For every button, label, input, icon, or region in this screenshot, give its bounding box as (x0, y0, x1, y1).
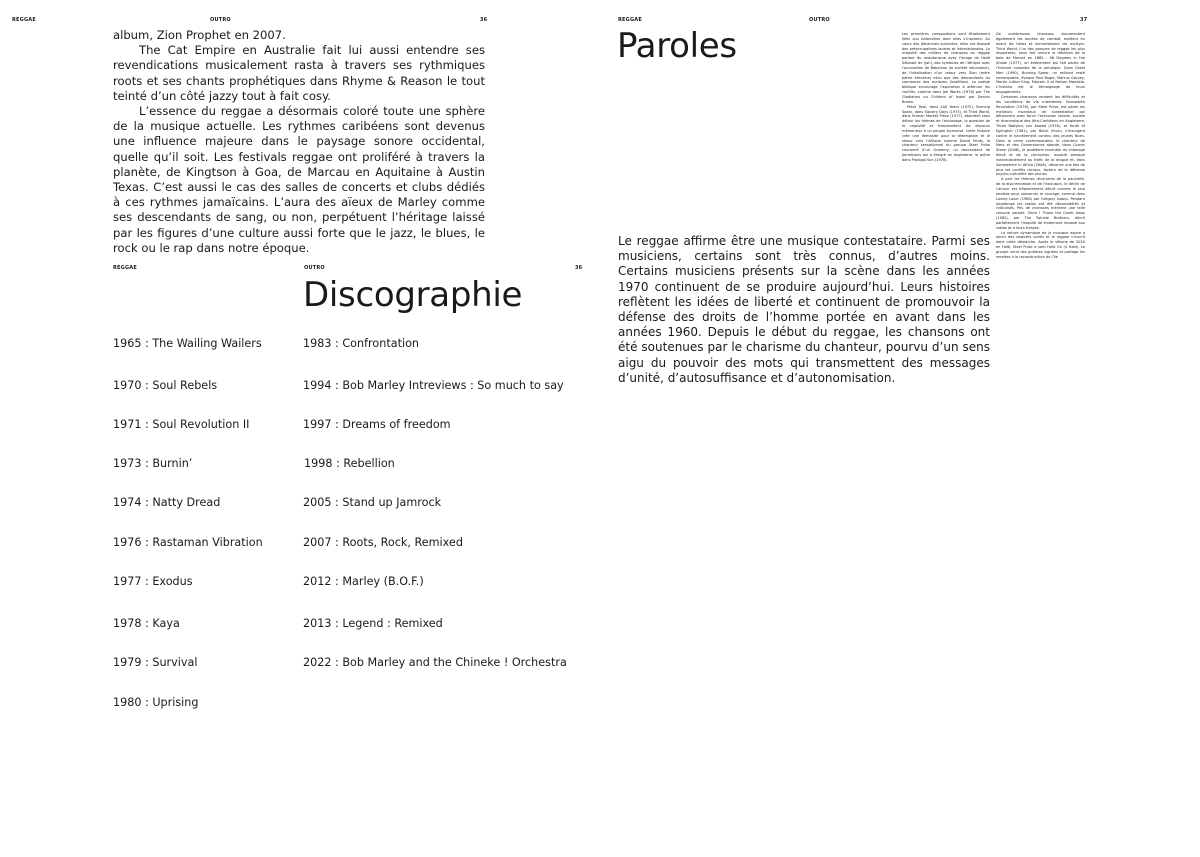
paragraph: album, Zion Prophet en 2007. (113, 28, 286, 42)
page-number: 37 (1080, 17, 1088, 23)
list-item: 1983 : Confrontation (303, 337, 419, 350)
paragraph: The Cat Empire en Australie fait lui aussi entendre ses revendications musicalement rasta à travers ses rythmiques roots et ses chants prophétiques dans Rhyme & Reason le tout teinté d’un côté jazzy tout à fait cosy. (113, 43, 485, 103)
paragraph: Certaines chansons rendent les difficultés et les conditions de vie misérables. Hansworth Revolution (1978), par Steel Pulse, est parmi les meilleurs morceaux de contestation qui dénoncent avec force l’exclusion raciale, sociale et économique des Afro-Caribéens en Angleterre. Three Babylon, par Aswad (1976), et Youth of Eglington (1981), par Black Uhuru, s’insurgent contre le harcèlement continu des jeunes Noirs. Dans la veine contemporaine, le chanteur de Mets et des Cornerstones aborde, dans Corner Stone (2006), le problème insoluble du chômage élevé et de la corruption, associé presque inextricablement au trafic de la drogue et, dans Somewhere In Africa (2006), dénonce une fois de plus les conflits raciaux, facteur de la détresse psycho-culturelle des jeunes. (996, 94, 1085, 177)
running-header-center: OUTRO (210, 17, 231, 23)
page-title: Discographie (303, 275, 523, 315)
list-item: 1970 : Soul Rebels (113, 379, 218, 392)
list-item: 1977 : Exodus (113, 575, 193, 588)
text-column-1 (902, 32, 990, 163)
page-number: 36 (480, 17, 488, 23)
list-item: 1994 : Bob Marley Intreviews : So much to say (303, 379, 564, 392)
list-item: 2007 : Roots, Rock, Remixed (303, 536, 463, 549)
body-text (113, 28, 485, 256)
paragraph: L’essence du reggae a désormais coloré toute une sphère de la musique actuelle. Les rythmes caribéens sont devenus une influence majeure dans le paysage sonore occidental, quelle qu’il soit. Les festivals reggae ont proliféré à travers la planète, de Kingtson à Goa, de Marcau en Aquitaine à Austin Texas. C’est aussi le cas des salles de concerts et clubs dédiés à ces rythmes jamaïcains. L’aura des aïeux de Marley comme ses descendants de sang, ou non, perpétuent l’héritage laissé par les figures d’une culture aussi forte que le jazz, le blues, le rock ou le rap dans notre époque. (113, 104, 485, 255)
list-item: 1997 : Dreams of freedom (303, 418, 451, 431)
page-title: Paroles (617, 26, 737, 66)
running-header-center: OUTRO (809, 17, 830, 23)
list-item: 1979 : Survival (113, 656, 198, 669)
left-page (0, 0, 599, 857)
paragraph: La nature dynamique de la musique aspire à servir des objectifs variés et le reggae s’inscrit dans cette démarche. Après le séisme de 2010 en Haïti, Steel Pulse a sorti Hold On (4 Haiti). Le groupe vend des guitares signées et partage les recettes à la reconstruction de l’île (996, 230, 1085, 259)
paragraph: Peter Tosh, dans 400 Years (1972), Burning Spear, dans Slavery Days (1975), et Third World, dans Human Market Place (1977), abordent sans détour les thèmes de l’esclavage, la question de la captivité et transmettent les discours mémoriaux à un peuple tyrannisé. Cette histoire crée une demande pour la rédemption et le retour vers l’Afrique comme David Hinds, le chanteur sensationnel du groupe Steel Pulse couronné d’un Grammy, un descendant de Jamaïcains qui a émigré en Angleterre, le prône dans Prodigal Son (1978). (902, 104, 990, 162)
running-header-left: REGGAE (12, 17, 36, 23)
list-item: 2022 : Bob Marley and the Chineke ! Orchestra (303, 656, 567, 669)
list-item: 1971 : Soul Revolution II (113, 418, 250, 431)
list-item: 1974 : Natty Dread (113, 496, 221, 509)
list-item: 1976 : Rastaman Vibration (113, 536, 263, 549)
paragraph: Les premières compositions sont étroitement liées aux bidonvilles dont elles s’inspirent. Au cours des décennies suivantes, elles ont évoqué des préoccupations locales et internationales. La majorité des milliers de chansons du reggae parlent du rastafarisme avec l’image de Hailé Sélassié Ier (Jah), des symboles de l’Afrique avec l’accusation de Babylone (la société inhumaine), de l’idéalisation d’un retour vers Sion (mère patrie africaine) ainsi que des descendants du commerce des esclaves (Israélites). La poésie biblique encourage l’aspiration à atténuer les conflits, comme dans Jah Works (1978) par The Gladiators ou Children of Israel par Dennis Brown. (902, 32, 990, 104)
list-item: 1978 : Kaya (113, 617, 180, 630)
right-page (600, 0, 1199, 857)
list-item: 1965 : The Wailing Wailers (113, 337, 262, 350)
paragraph: De nombreuses chansons documentent également les années de combat, mettent en avant les héros et immortalisent les martyrs. Third World, l’un des groupes de reggae les plus importants, nous fait revivre la rébellion de la baie de Morant en 1865 : 96 Degrees in the Shade (1977), un événement qui fait partie de l’histoire coloniale de la Jamaïque. Dans Great Men (1990), Burning Spear, un militant resté remarquable, évoque Paul Bogle, Marcus Garvey, Martin Luther King, Malcom X et Nelson Mandela. L’histoire est le témoignage de leurs engagements. (996, 32, 1085, 95)
running-header-left: REGGAE (618, 17, 642, 23)
paragraph: À part les thèmes récurrents de la pauvreté, de la discrimination et de l’exclusion, le déclin de l’amour est fréquemment décrit comme le seul remède pour conserver le courage, comme dans Lonely Lover (1980) par Gregory Isaacs. Pendant longtemps les rastas ont été déconsidérés et ridiculisés. Peu de chansons méritent une telle censure sociale. Since I Throw the Comb Away (1982), par The Twinkle Brothers, décrit parfaitement l’iniquité de traitement imposé aux rastas et à leurs tresses. (996, 177, 1085, 230)
list-item: 1973 : Burnin’ (113, 457, 193, 470)
inset-page-number: 36 (575, 265, 583, 271)
list-item: 2005 : Stand up Jamrock (303, 496, 442, 509)
inset-header-left: REGGAE (113, 265, 137, 271)
list-item: 1980 : Uprising (113, 696, 199, 709)
inset-header-center: OUTRO (304, 265, 325, 271)
list-item: 1998 : Rebellion (304, 457, 395, 470)
lead-paragraph: Le reggae affirme être une musique contestataire. Parmi ses musiciens, certains sont très connus, d’autres moins. Certains musiciens présents sur la scène dans les années 1970 continuent de se produire aujourd’hui. Leurs histoires reflètent les idées de liberté et continuent de promouvoir la défense des droits de l’homme portée en avant dans les années 1960. Depuis le début du reggae, les chansons ont été soutenues par le charisme du chanteur, pourvu d’un sens aigu du pouvoir des mots qui transmettent des messages d’unité, d’autosuffisance et d’autonomisation. (618, 234, 990, 385)
list-item: 2013 : Legend : Remixed (303, 617, 443, 630)
text-column-2 (996, 32, 1085, 260)
list-item: 2012 : Marley (B.O.F.) (303, 575, 424, 588)
